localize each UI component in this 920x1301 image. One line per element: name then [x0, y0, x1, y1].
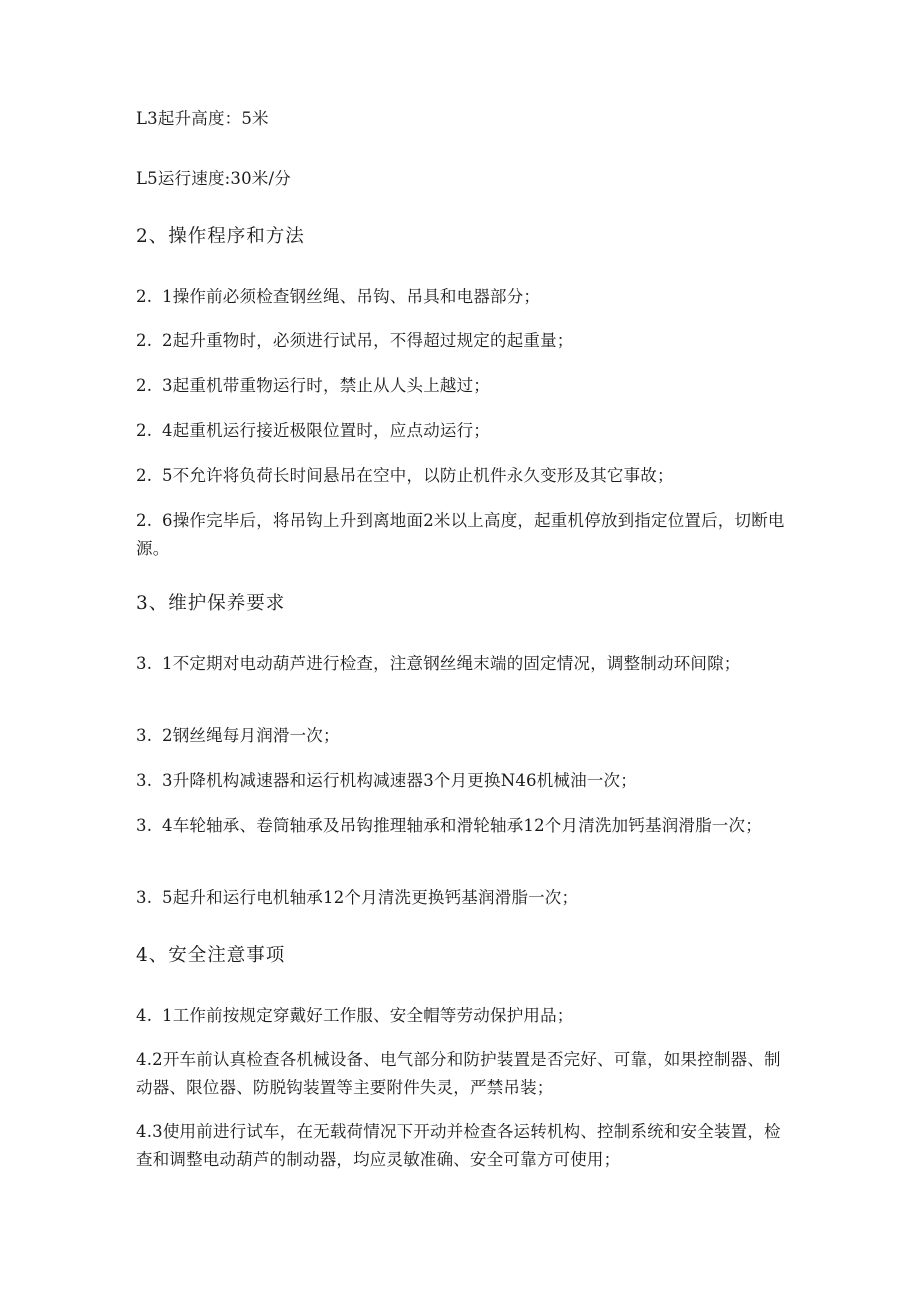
item-text: 1工作前按规定穿戴好工作服、安全帽等劳动保护用品；: [162, 1006, 574, 1025]
item-number: 3.: [136, 888, 153, 907]
item-text: 6操作完毕后，将吊钩上升到离地面2米以上高度，起重机停放到指定位置后，切断电源。: [136, 511, 785, 558]
param-lift-height: L3起升高度：5米: [136, 109, 269, 128]
item-text: 2起升重物时，必须进行试吊，不得超过规定的起重量；: [162, 331, 574, 350]
item-number: 2.: [136, 421, 153, 440]
list-item: [136, 462, 786, 490]
item-text: 4车轮轴承、卷筒轴承及吊钩推理轴承和滑轮轴承12个月清洗加钙基润滑脂一次；: [162, 816, 762, 835]
item-text: 4.2开车前认真检查各机械设备、电气部分和防护装置是否完好、可靠，如果控制器、制动器、限位器、防脱钩装置等主要附件失灵，严禁吊装；: [136, 1050, 781, 1097]
item-number: 2.: [136, 511, 153, 530]
item-number: 3.: [136, 726, 153, 745]
item-text: 5起升和运行电机轴承12个月清洗更换钙基润滑脂一次；: [162, 888, 579, 907]
item-number: 2.: [136, 466, 153, 485]
list-item: [136, 1046, 786, 1102]
list-item: [136, 372, 786, 400]
item-text: 1不定期对电动葫芦进行检查，注意钢丝绳末端的固定情况，调整制动环间隙；: [162, 654, 741, 673]
list-item: [136, 417, 786, 445]
item-number: 4.: [136, 1006, 153, 1025]
item-text: 4起重机运行接近极限位置时，应点动运行；: [162, 421, 490, 440]
item-number: 2.: [136, 331, 153, 350]
section-heading-maintenance: 3、维护保养要求: [136, 593, 286, 614]
item-text: 5不允许将负荷长时间悬吊在空中，以防止机件永久变形及其它事故；: [162, 466, 674, 485]
item-text: 4.3使用前进行试车，在无载荷情况下开动并检查各运转机构、控制系统和安全装置，检查和调整电动葫芦的制动器，均应灵敏准确、安全可靠方可使用；: [136, 1122, 781, 1169]
item-text: 2钢丝绳每月润滑一次；: [162, 726, 340, 745]
list-item: [136, 884, 786, 912]
section-heading-operation: 2、操作程序和方法: [136, 226, 305, 247]
list-item: [136, 812, 786, 840]
item-text: 3升降机构减速器和运行机构减速器3个月更换N46机械油一次；: [162, 771, 637, 790]
item-number: 3.: [136, 816, 153, 835]
list-item: [136, 283, 786, 311]
item-number: 2.: [136, 287, 153, 306]
list-item: [136, 327, 786, 355]
list-item: [136, 722, 786, 750]
list-item: [136, 650, 786, 678]
param-run-speed: L5运行速度:30米/分: [136, 169, 291, 188]
item-number: 2.: [136, 376, 153, 395]
list-item: [136, 767, 786, 795]
item-number: 3.: [136, 771, 153, 790]
section-heading-safety: 4、安全注意事项: [136, 945, 286, 966]
item-number: 3.: [136, 654, 153, 673]
item-text: 1操作前必须检查钢丝绳、吊钩、吊具和电器部分；: [162, 287, 541, 306]
list-item: [136, 507, 786, 563]
list-item: [136, 1118, 786, 1174]
item-text: 3起重机带重物运行时，禁止从人头上越过；: [162, 376, 490, 395]
list-item: [136, 1002, 786, 1030]
